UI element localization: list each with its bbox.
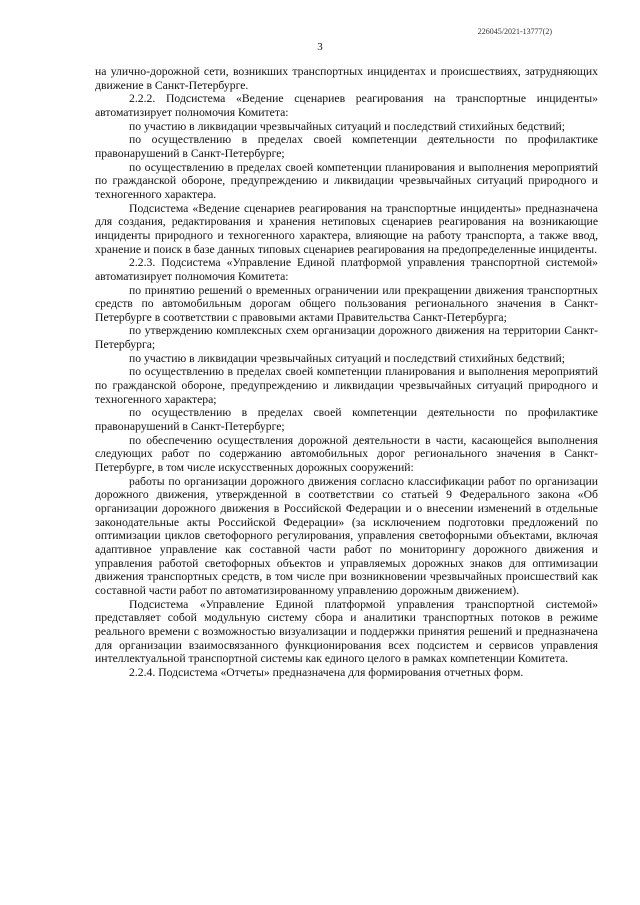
paragraph: 2.2.3. Подсистема «Управление Единой платформой управления транспортной системой» автоматизирует полномочия Комитета: (95, 256, 598, 283)
document-body (95, 65, 598, 680)
paragraph: Подсистема «Ведение сценариев реагирования на транспортные инциденты» предназначена для создания, редактирования и хранения нетиповых сценариев реагирования на возникающие инциденты природного и техногенного характера, влияющие на работу транспорта, а также ввод, хранение и поиск в базе данных типовых сценариев реагирования на предопределенные инциденты. (95, 201, 598, 256)
paragraph: работы по организации дорожного движения согласно классификации работ по организации дорожного движения, утвержденной в соответствии со статьей 9 Федерального закона «Об организации дорожного движения в Российской Федерации и о внесении изменений в отдельные законодательные акты Российской Федерации» (за исключением подготовки предложений по оптимизации циклов светофорного регулирования, управления светофорными объектами, включая адаптивное управление как составной части работ по мониторингу дорожного движения и управления работой светофорных объектов и управляемых дорожных знаков для оптимизации движения транспортных средств, в том числе при возникновении чрезвычайных происшествий как составной части работ по автоматизированному управлению дорожным движением). (95, 474, 598, 597)
paragraph: по участию в ликвидации чрезвычайных ситуаций и последствий стихийных бедствий; (129, 351, 566, 365)
paragraph: по осуществлению в пределах своей компетенции деятельности по профилактике правонарушений в Санкт-Петербурге; (95, 133, 598, 160)
paragraph: по участию в ликвидации чрезвычайных ситуаций и последствий стихийных бедствий; (129, 119, 566, 133)
paragraph: по осуществлению в пределах своей компетенции деятельности по профилактике правонарушений в Санкт-Петербурге; (95, 406, 598, 434)
paragraph: по осуществлению в пределах своей компетенции планирования и выполнения мероприятий по гражданской обороне, предупреждению и ликвидации чрезвычайных ситуаций природного и техногенного характера. (95, 160, 598, 201)
paragraph: по принятию решений о временных ограничении или прекращении движения транспортных средств по автомобильным дорогам общего пользования регионального значения в Санкт-Петербурге в соответствии с правовыми актами Правительства Санкт-Петербурга; (95, 283, 598, 324)
paragraph: по обеспечению осуществления дорожной деятельности в части, касающейся выполнения следующих работ по содержанию автомобильных дорог регионального значения в Санкт-Петербурге, в том числе искусственных дорожных сооружений: (95, 433, 598, 475)
paragraph: по утверждению комплексных схем организации дорожного движения на территории Санкт-Петербурга; (95, 324, 598, 352)
paragraph: Подсистема «Управление Единой платформой управления транспортной системой» представляет собой модульную систему сбора и аналитики транспортных потоков в режиме реального времени с возможностью визуализации и поддержки принятия решений и предназначена для организации взаимосвязанного функционирования всех подсистем и сервисов управления интеллектуальной транспортной системы как единого целого в рамках компетенции Комитета. (95, 597, 598, 666)
document-id: 226045/2021-13777(2) (477, 27, 552, 36)
page-number: 3 (317, 41, 323, 53)
paragraph: на улично-дорожной сети, возникших транспортных инцидентах и происшествиях, затрудняющих движение в Санкт-Петербурге. (95, 65, 598, 92)
paragraph: по осуществлению в пределах своей компетенции планирования и выполнения мероприятий по гражданской обороне, предупреждению и ликвидации чрезвычайных ситуаций природного и техногенного характера; (95, 365, 598, 406)
paragraph: 2.2.2. Подсистема «Ведение сценариев реагирования на транспортные инциденты» автоматизирует полномочия Комитета: (95, 92, 598, 119)
paragraph: 2.2.4. Подсистема «Отчеты» предназначена для формирования отчетных форм. (129, 665, 524, 679)
